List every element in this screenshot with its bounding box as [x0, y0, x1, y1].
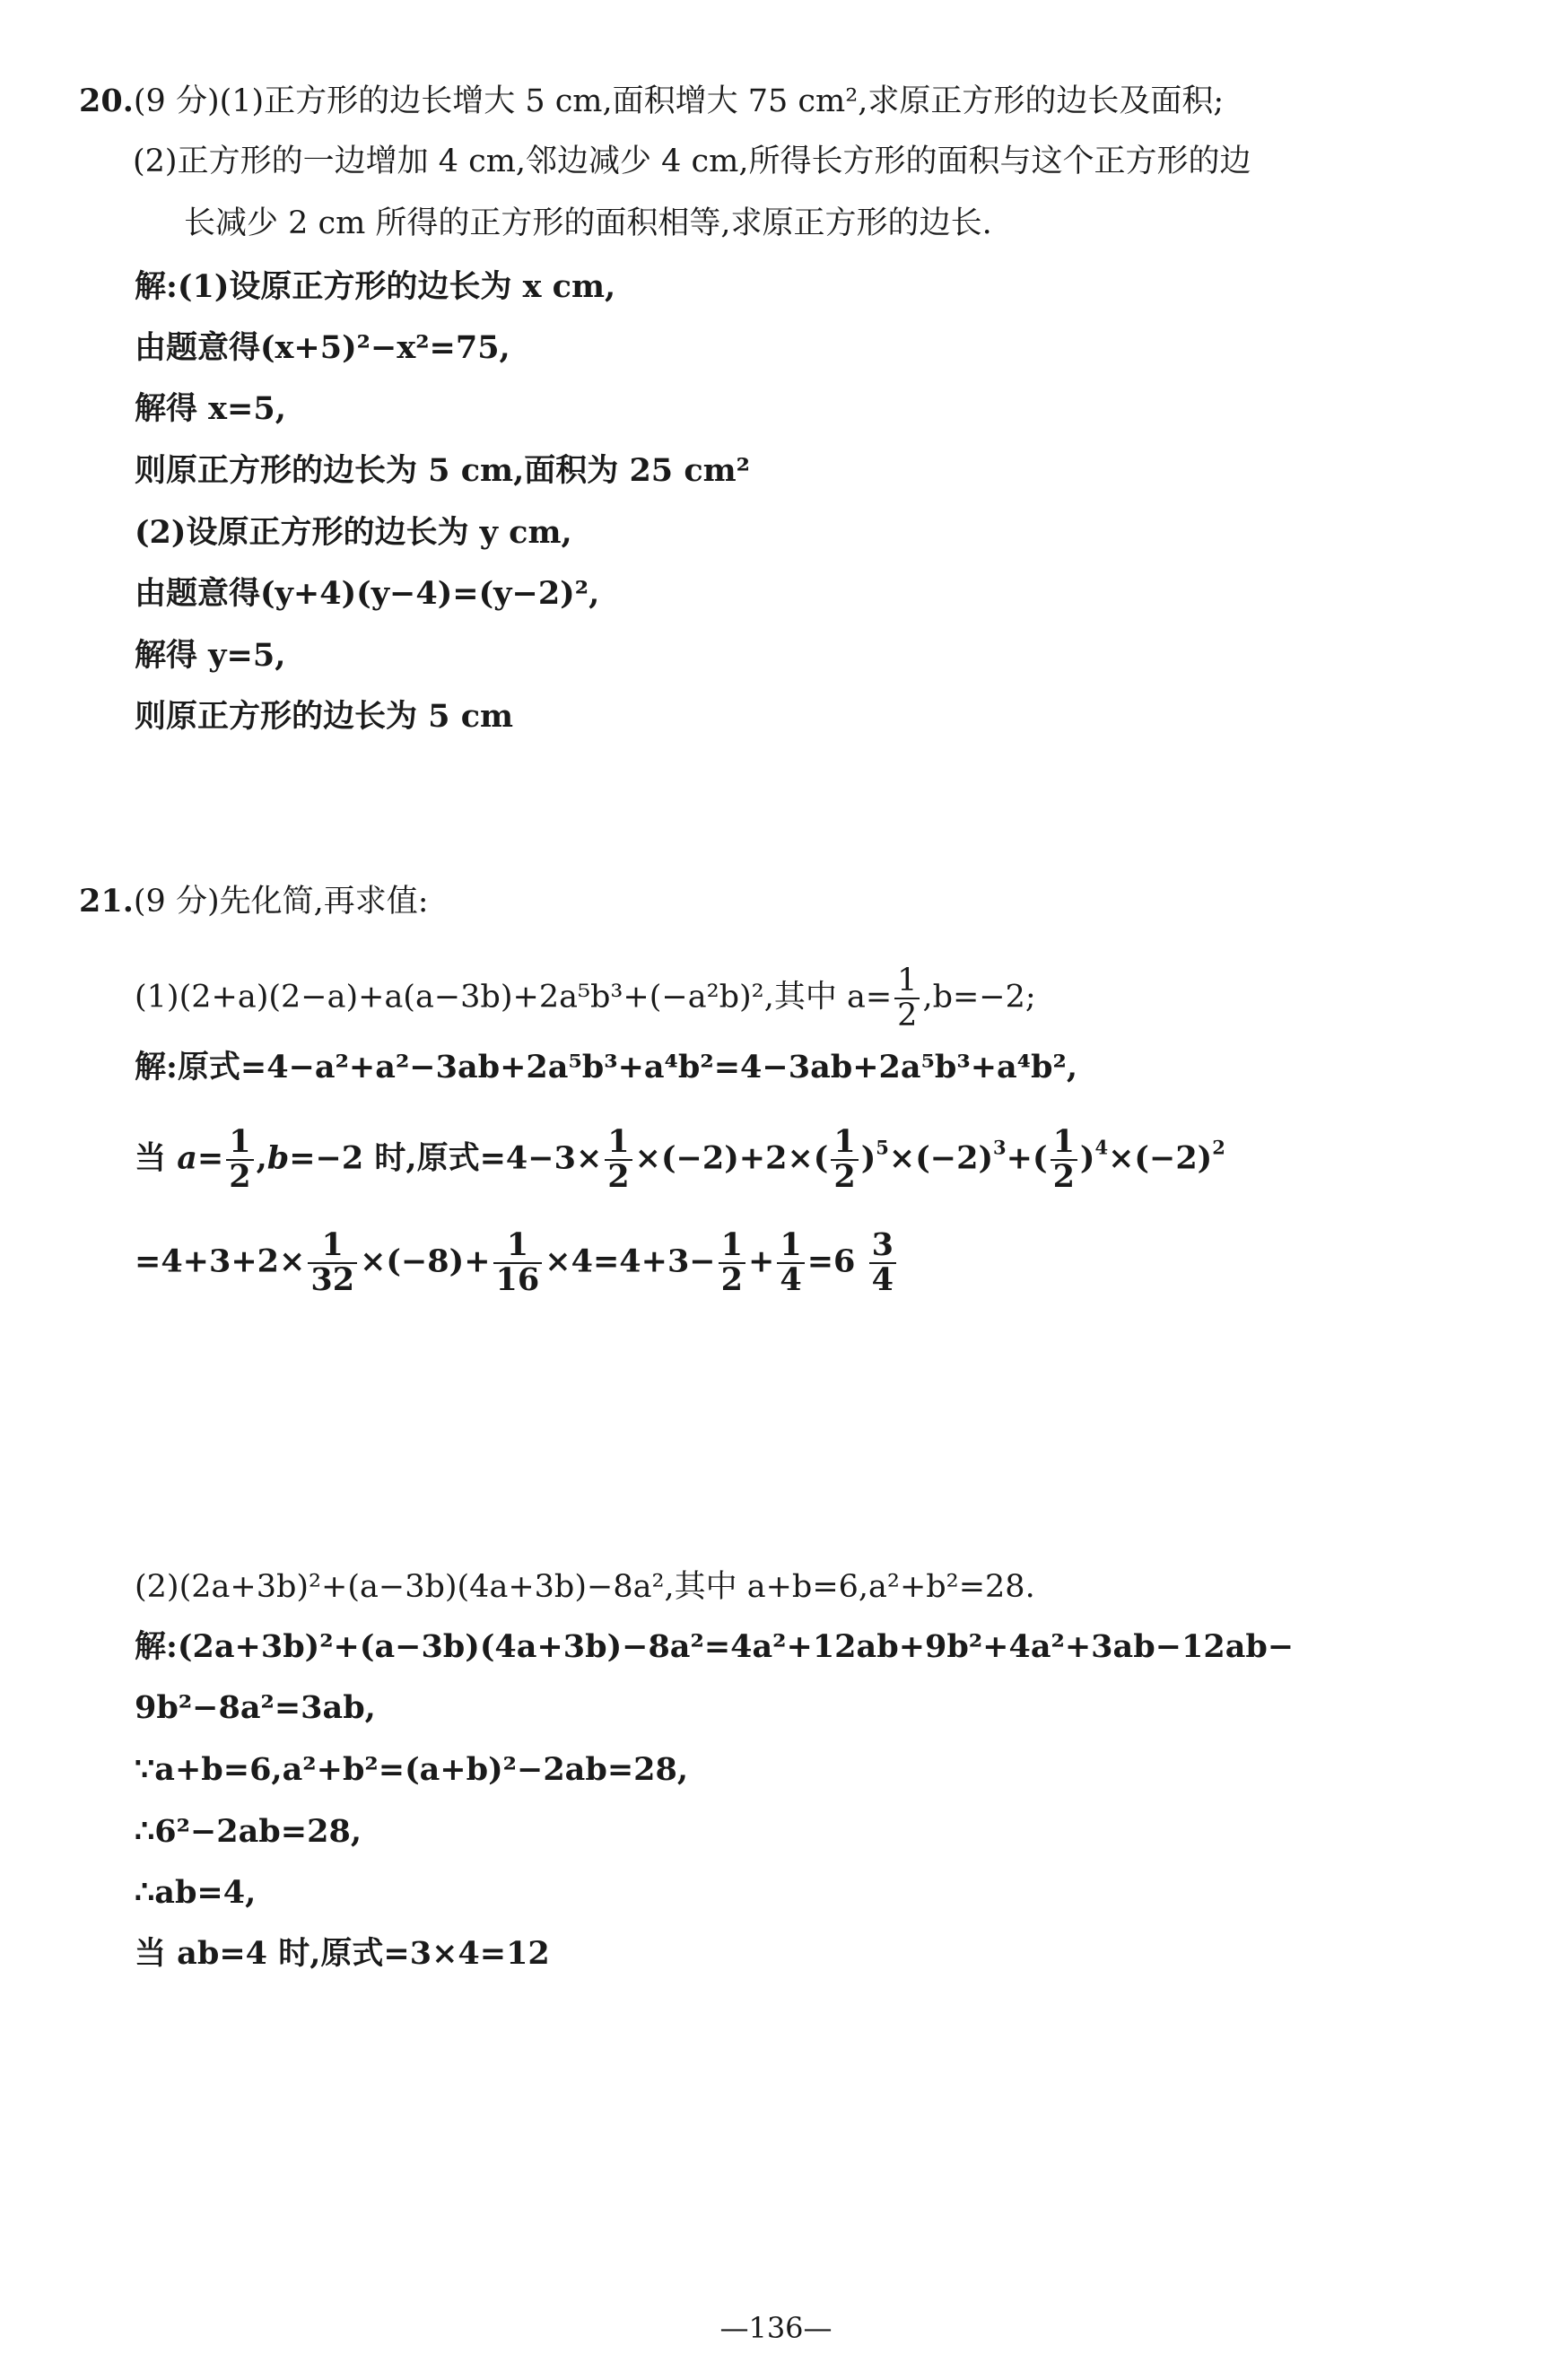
q20-solution-line: 则原正方形的边长为 5 cm — [135, 698, 514, 735]
q21-part2-solution-line: 当 ab=4 时,原式=3×4=12 — [135, 1935, 550, 1972]
q21-part2-solution-line: ∴ab=4, — [135, 1874, 257, 1911]
q20-stem-1: (9 分)(1)正方形的边长增大 5 cm,面积增大 75 cm²,求原正方形的边长及面积; — [133, 83, 1225, 119]
q21-part2-solution-line: ∵a+b=6,a²+b²=(a+b)²−2ab=28, — [135, 1751, 689, 1788]
page-number: —136— — [719, 2311, 833, 2345]
q21-part1-solution-line: 解:原式=4−a²+a²−3ab+2a⁵b³+a⁴b²=4−3ab+2a⁵b³+a⁴b², — [135, 1049, 1078, 1085]
q20-solution-line: 解得 x=5, — [135, 390, 286, 427]
q20-stem-line-1 — [79, 85, 1224, 118]
q21-stem: 21.(9 分)先化简,再求值: — [79, 883, 429, 920]
q20-solution-line: 解得 y=5, — [135, 637, 286, 674]
q21-part1-stem: (1)(2+a)(2−a)+a(a−3b)+2a⁵b³+(−a²b)²,其中 a= $\frac{1}{2}$ ,b=−2; — [135, 963, 1036, 1033]
q21-part1-solution-line: 当 a= $\frac{1}{2}$ ,b=−2 时,原式=4−3× $\frac{1}{2}$ ×(−2)+2×( $\frac{1}{2}$ )$^5\times(-2)^3+$( $\frac{1}{2}$ )$^4\times(-2)^2$ — [135, 1123, 1225, 1195]
q20-solution-line: 由题意得(x+5)²−x²=75, — [135, 329, 510, 366]
q20-solution-line: (2)设原正方形的边长为 y cm, — [135, 514, 572, 551]
q21-part2-solution-line: 解:(2a+3b)²+(a−3b)(4a+3b)−8a²=4a²+12ab+9b²+4a²+3ab−12ab− — [135, 1628, 1295, 1665]
q20-stem-line-2: (2)正方形的一边增加 4 cm,邻边减少 4 cm,所得长方形的面积与这个正方形的边 — [133, 144, 1251, 179]
q21-number: 21. — [79, 883, 134, 920]
q21-part1-solution-line: =4+3+2× $\frac{1}{32}$ ×(−8)+ $\frac{1}{16}$ ×4=4+3− $\frac{1}{2}$ + $\frac{1}{4}$ =6 $\frac{3}{4}$ — [135, 1229, 899, 1297]
q20-solution-line: 由题意得(y+4)(y−4)=(y−2)², — [135, 575, 600, 612]
fraction: $\frac{1}{2}$ — [894, 964, 920, 1033]
q20-number: 20. — [79, 83, 134, 119]
q20-stem-line-3: 长减少 2 cm 所得的正方形的面积相等,求原正方形的边长. — [184, 205, 992, 241]
q20-solution-line: 则原正方形的边长为 5 cm,面积为 25 cm² — [135, 452, 751, 489]
q21-part2-solution-line: 9b²−8a²=3ab, — [135, 1689, 376, 1726]
q21-part2-solution-line: ∴6²−2ab=28, — [135, 1813, 362, 1850]
q20-solution-line: 解:(1)设原正方形的边长为 x cm, — [135, 268, 616, 305]
q21-part2-stem: (2)(2a+3b)²+(a−3b)(4a+3b)−8a²,其中 a+b=6,a²+b²=28. — [135, 1569, 1035, 1605]
